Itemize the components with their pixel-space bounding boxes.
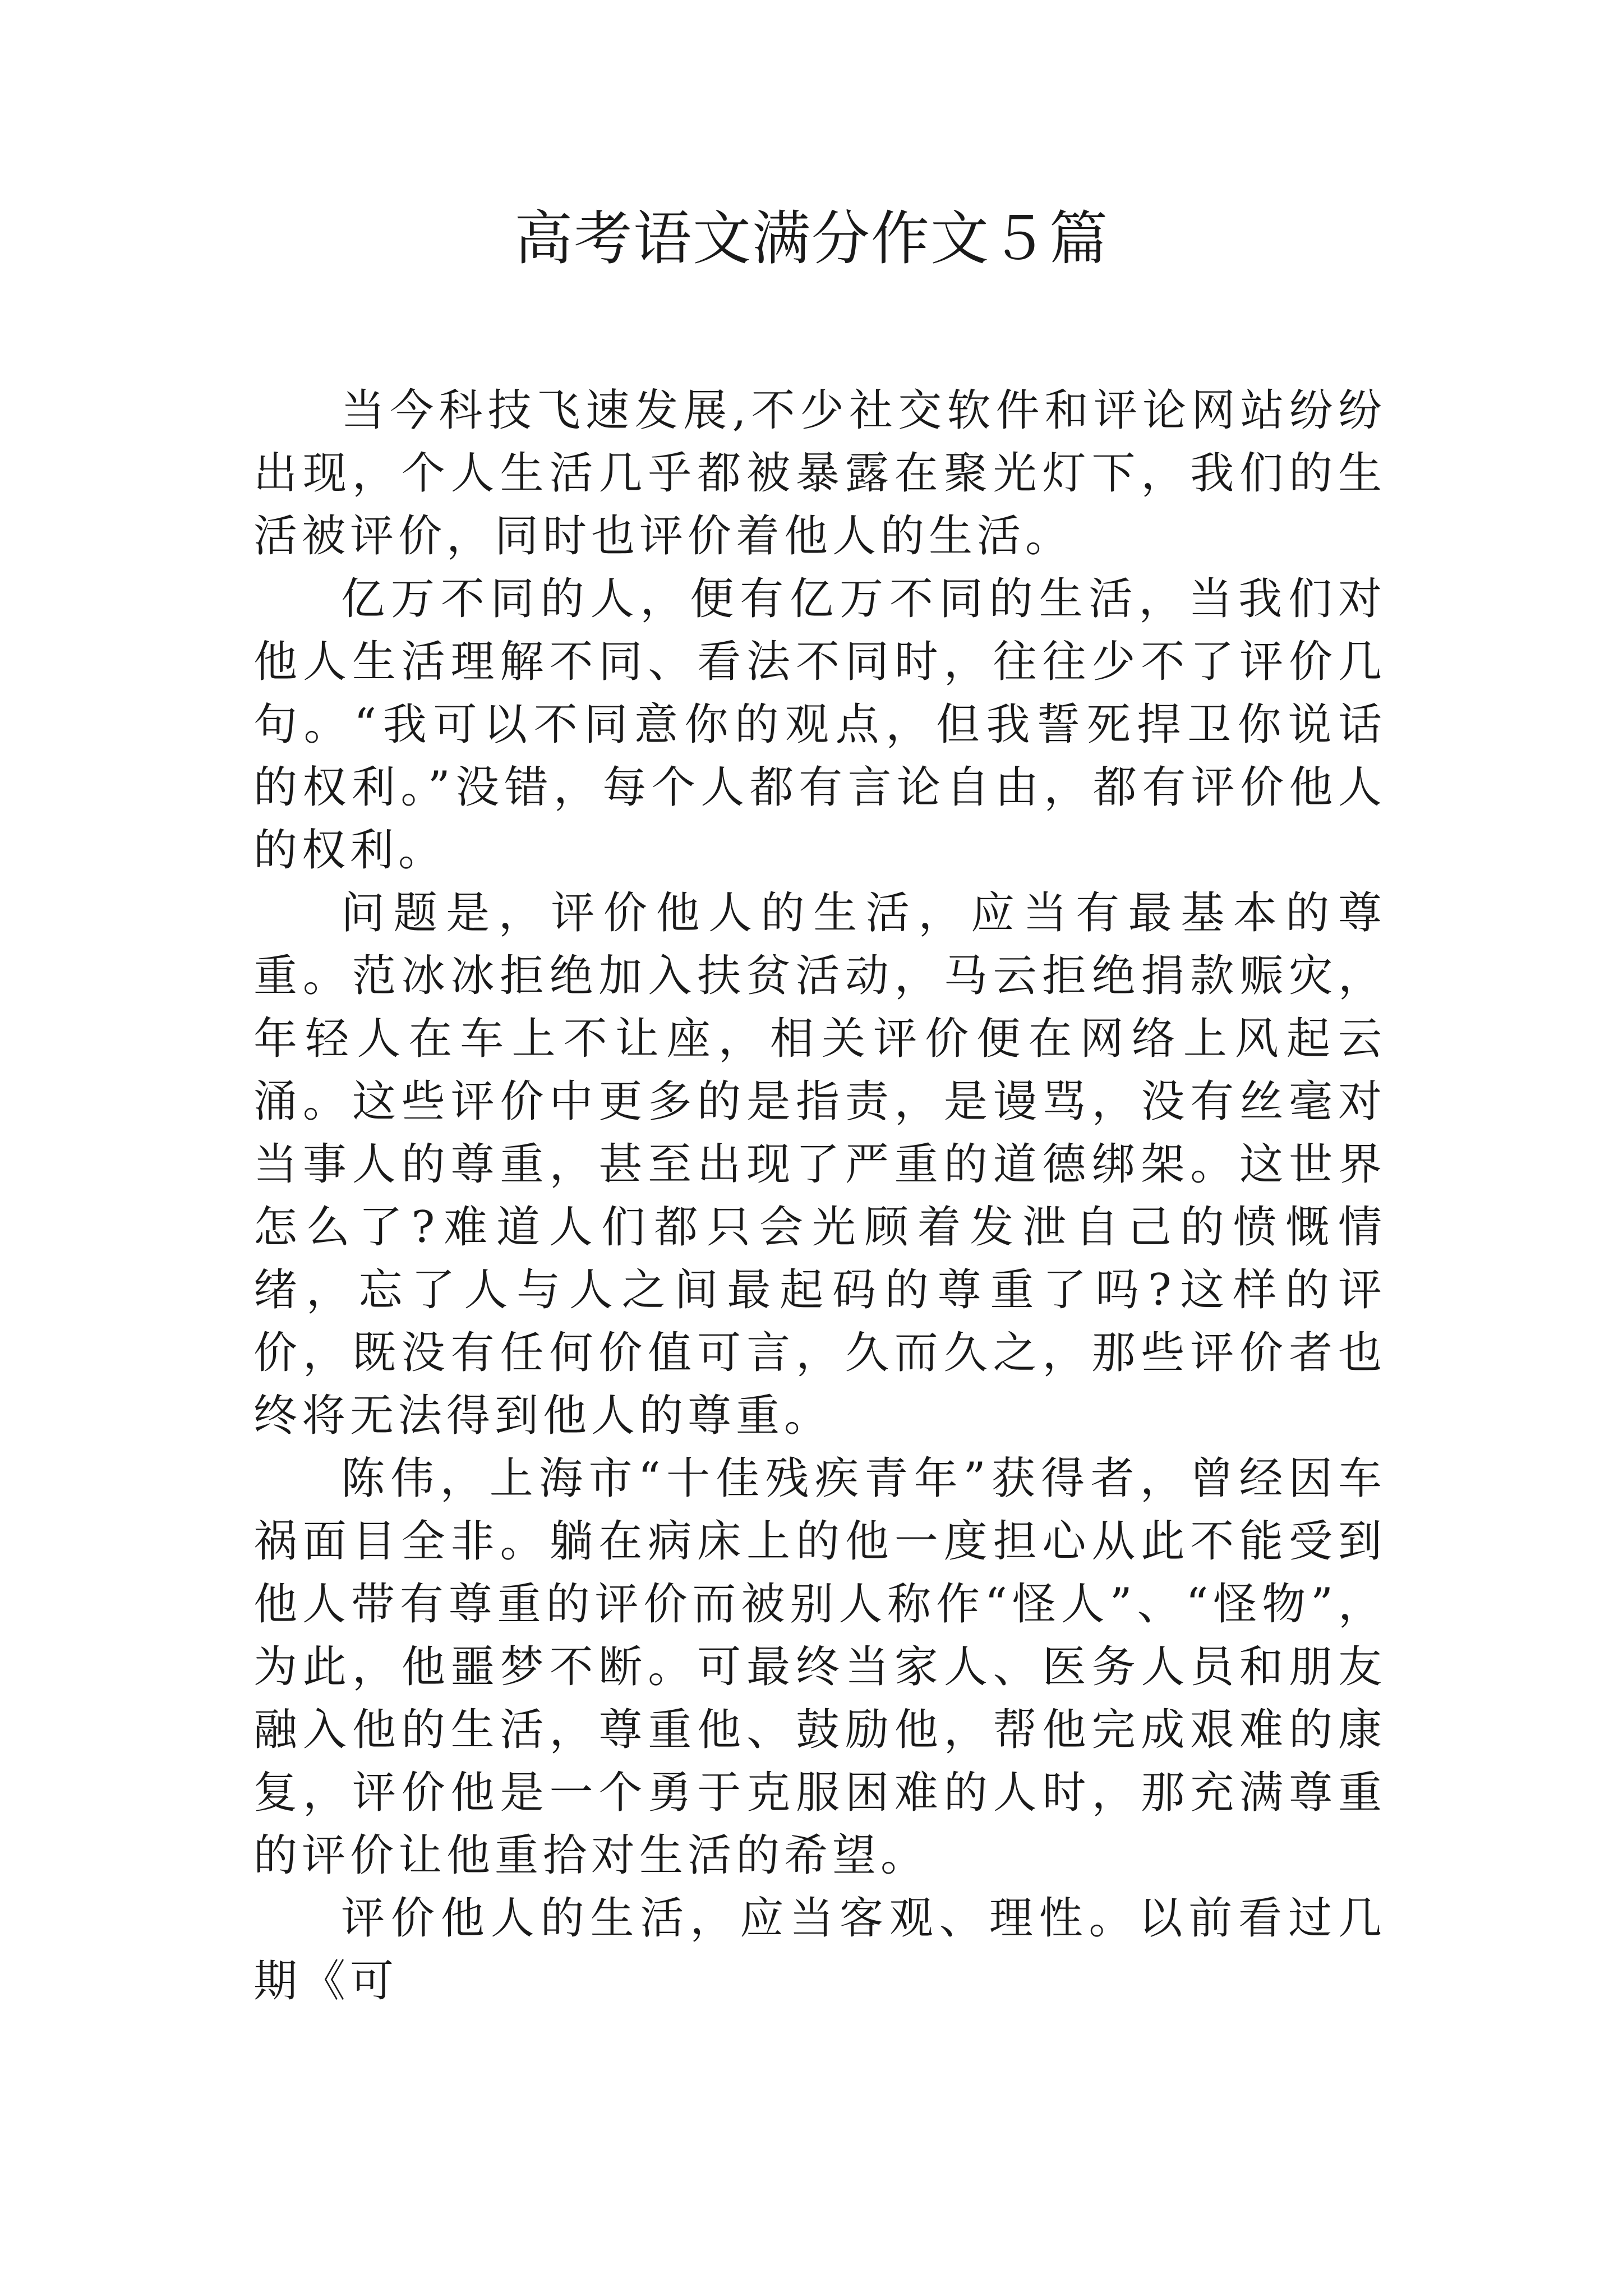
paragraph-1: 当今科技飞速发展,不少社交软件和评论网站纷纷出现，个人生活几乎都被暴露在聚光灯下，我们的生活被评价，同时也评价着他人的生活。 xyxy=(253,385,1386,562)
document-title: 高考语文满分作文５篇 xyxy=(514,204,1109,273)
paragraph-5: 评价他人的生活，应当客观、理性。以前看过几期《可 xyxy=(253,1893,1386,2007)
document-body xyxy=(253,379,1386,2013)
paragraph-2: 亿万不同的人，便有亿万不同的生活，当我们对他人生活理解不同、看法不同时，往往少不了评价几句。“我可以不同意你的观点，但我誓死捍卫你说话的权利。”没错，每个人都有言论自由，都有评价他人的权利。 xyxy=(253,574,1386,876)
paragraph-4: 陈伟，上海市“十佳残疾青年”获得者，曾经因车祸面目全非。躺在病床上的他一度担心从此不能受到他人带有尊重的评价而被别人称作“怪人”、“怪物”，为此，他噩梦不断。可最终当家人、医务人员和朋友融入他的生活，尊重他、鼓励他，帮他完成艰难的康复，评价他是一个勇于克服困难的人时，那充满尊重的评价让他重拾对生活的希望。 xyxy=(253,1453,1386,1881)
paragraph-3: 问题是，评价他人的生活，应当有最基本的尊重。范冰冰拒绝加入扶贫活动，马云拒绝捐款赈灾，年轻人在车上不让座，相关评价便在网络上风起云涌。这些评价中更多的是指责，是谩骂，没有丝毫对当事人的尊重，甚至出现了严重的道德绑架。这世界怎么了?难道人们都只会光顾着发泄自己的愤慨情绪，忘了人与人之间最起码的尊重了吗?这样的评价，既没有任何价值可言，久而久之，那些评价者也终将无法得到他人的尊重。 xyxy=(253,888,1386,1441)
